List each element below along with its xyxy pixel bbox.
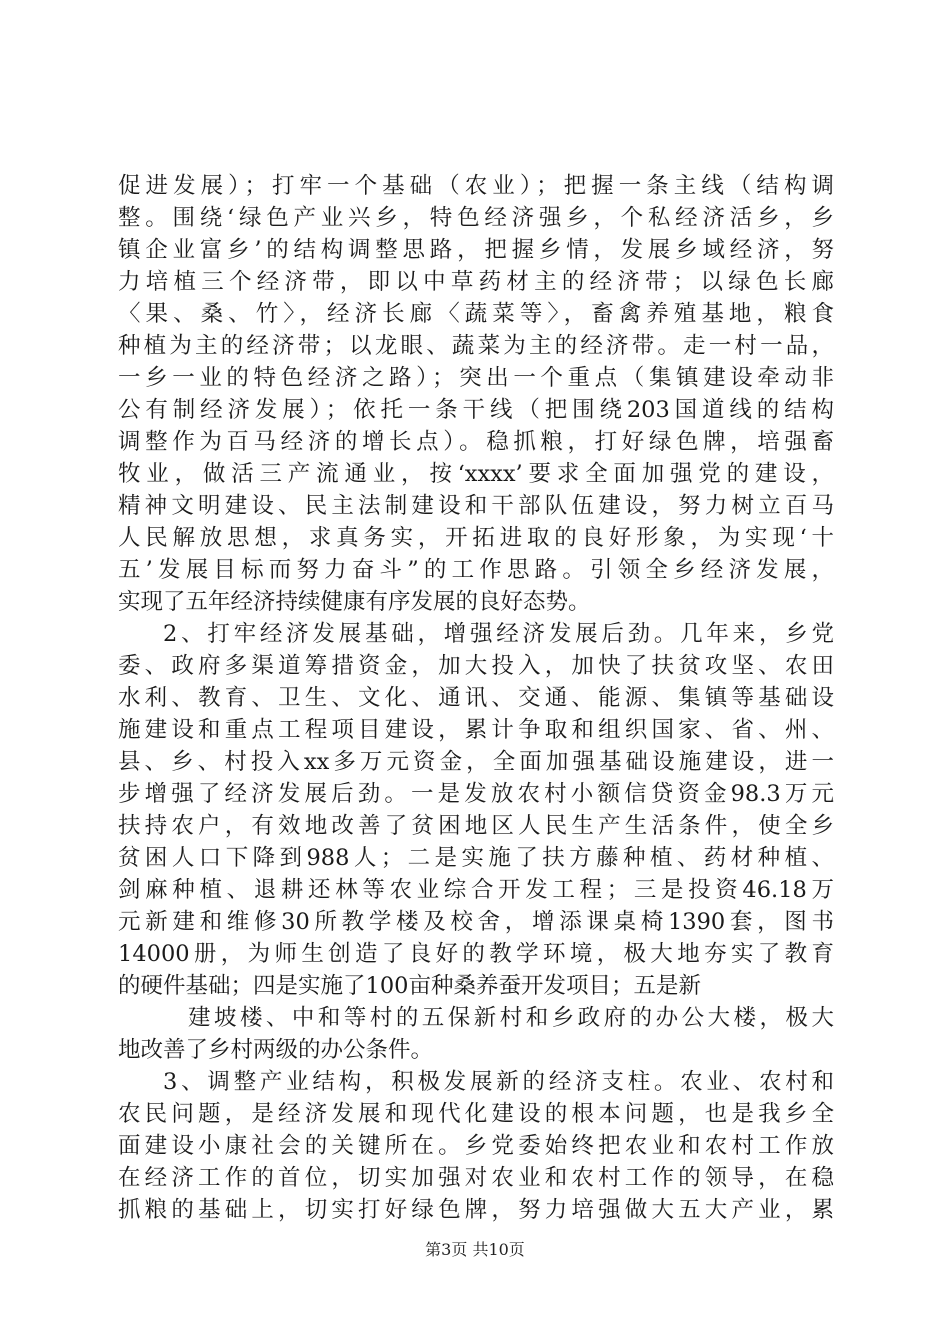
text-line: 委、政府多渠道筹措资金，加大投入，加快了扶贫攻坚、农田 xyxy=(118,653,834,679)
text-line: 抓粮的基础上，切实打好绿色牌，努力培强做大五大产业，累 xyxy=(118,1197,834,1223)
text-line: 镇企业富乡’的结构调整思路，把握乡情，发展乡域经济，努 xyxy=(118,237,834,263)
text-line: 在经济工作的首位，切实加强对农业和农村工作的领导，在稳 xyxy=(118,1165,834,1191)
text-line: 实现了五年经济持续健康有序发展的良好态势。 xyxy=(118,589,591,615)
text-line: 扶持农户，有效地改善了贫困地区人民生产生活条件，使全乡 xyxy=(118,813,834,839)
text-line: 促进发展）；打牢一个基础（农业）；把握一条主线（结构调 xyxy=(118,173,834,199)
text-line: 力培植三个经济带，即以中草药材主的经济带；以绿色长廊 xyxy=(118,269,834,295)
text-line: 调整作为百马经济的增长点）。稳抓粮，打好绿色牌，培强畜 xyxy=(118,429,834,455)
text-line: 农民问题，是经济发展和现代化建设的根本问题，也是我乡全 xyxy=(118,1101,834,1127)
text-line: 人民解放思想，求真务实，开拓进取的良好形象，为实现‘十 xyxy=(118,525,834,551)
paragraph-start-line: 3、调整产业结构，积极发展新的经济支柱。农业、农村和 xyxy=(163,1069,834,1095)
text-line: 元新建和维修30所教学楼及校舍，增添课桌椅1390套，图书 xyxy=(118,909,834,935)
text-line: 牧业，做活三产流通业，按‘xxxx’要求全面加强党的建设， xyxy=(118,461,834,487)
text-line: 县、乡、村投入xx多万元资金，全面加强基础设施建设，进一 xyxy=(118,749,834,775)
page-number-footer: 第3页 共10页 xyxy=(425,1240,525,1259)
text-line: 14000册，为师生创造了良好的教学环境，极大地夯实了教育 xyxy=(118,941,834,967)
body-text xyxy=(118,170,834,1226)
text-line: 剑麻种植、退耕还林等农业综合开发工程；三是投资46.18万 xyxy=(118,877,834,903)
text-line: 公有制经济发展）；依托一条干线（把围绕203国道线的结构 xyxy=(118,397,834,423)
text-line: 种植为主的经济带；以龙眼、蔬菜为主的经济带。走一村一品， xyxy=(118,333,834,359)
text-line: 水利、教育、卫生、文化、通讯、交通、能源、集镇等基础设 xyxy=(118,685,834,711)
text-line: 一乡一业的特色经济之路）；突出一个重点（集镇建设牵动非 xyxy=(118,365,834,391)
text-line: 步增强了经济发展后劲。一是发放农村小额信贷资金98.3万元 xyxy=(118,781,834,807)
text-line: 地改善了乡村两级的办公条件。 xyxy=(118,1037,434,1063)
text-line: 整。围绕‘绿色产业兴乡，特色经济强乡，个私经济活乡，乡 xyxy=(118,205,834,231)
text-line: 面建设小康社会的关键所在。乡党委始终把农业和农村工作放 xyxy=(118,1133,834,1159)
text-line: 五’发展目标而努力奋斗”的工作思路。引领全乡经济发展， xyxy=(118,557,834,583)
text-line: 的硬件基础；四是实施了100亩种桑养蚕开发项目；五是新 xyxy=(118,973,701,999)
text-line: 建坡楼、中和等村的五保新村和乡政府的办公大楼，极大 xyxy=(188,1005,834,1031)
text-line: 〈果、桑、竹〉，经济长廊〈蔬菜等〉，畜禽养殖基地，粮食 xyxy=(118,301,834,327)
text-line: 施建设和重点工程项目建设，累计争取和组织国家、省、州、 xyxy=(118,717,834,743)
text-line: 贫困人口下降到988人；二是实施了扶方藤种植、药材种植、 xyxy=(118,845,834,871)
text-line: 精神文明建设、民主法制建设和干部队伍建设，努力树立百马 xyxy=(118,493,834,519)
paragraph-start-line: 2、打牢经济发展基础，增强经济发展后劲。几年来，乡党 xyxy=(163,621,834,647)
